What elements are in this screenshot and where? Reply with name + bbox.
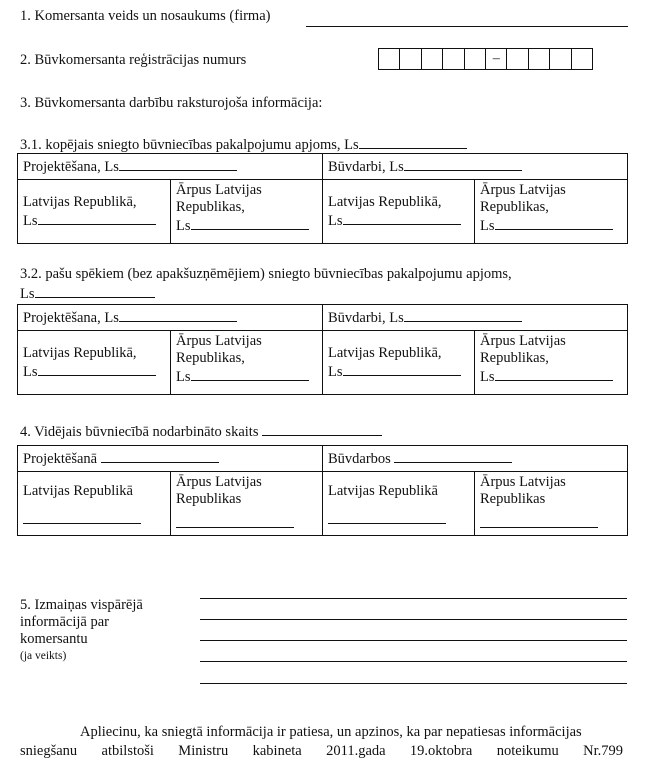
design-own-latvia-cell: Latvijas Republikā, Ls [18,331,171,395]
design-own-abroad-field[interactable] [191,367,309,381]
item31-label-text: 3.1. kopējais sniegto būvniecības pakalpojumu apjoms, Ls [20,137,359,153]
design-emp-abroad-field[interactable] [176,514,294,528]
employees-total-field[interactable] [262,422,382,436]
design-own-total-field[interactable] [119,308,237,322]
company-name-field[interactable] [306,26,628,27]
construction-own-abroad-cell: Ārpus Latvijas Republikas, Ls [475,331,628,395]
construction-header-32: Būvdarbi, Ls [323,305,628,331]
registration-box[interactable]: – [486,49,507,69]
item31-label [20,135,467,154]
registration-number-boxes[interactable] [378,48,593,70]
construction-emp-latvia-field[interactable] [328,510,446,524]
construction-employees-field[interactable] [394,449,512,463]
design-latvia-field[interactable] [38,211,156,225]
design-header-32: Projektēšana, Ls [18,305,323,331]
construction-latvia-field[interactable] [343,211,461,225]
item2-label: 2. Būvkomersanta reģistrācijas numurs [20,52,247,68]
construction-own-latvia-cell: Latvijas Republikā, Ls [323,331,475,395]
construction-emp-latvia-cell: Latvijas Republikā [323,472,475,536]
construction-emp-abroad-cell: Ārpus Latvijas Republikas [475,472,628,536]
changes-line-2[interactable] [200,619,627,620]
construction-total-field[interactable] [404,157,522,171]
construction-employees-header: Būvdarbos [323,446,628,472]
design-abroad-field[interactable] [191,216,309,230]
registration-box[interactable] [550,49,571,69]
design-header: Projektēšana, Ls [18,154,323,180]
item32-label: 3.2. pašu spēkiem (bez apakšuzņēmējiem) sniegto būvniecības pakalpojumu apjoms, [20,266,512,282]
design-own-latvia-field[interactable] [38,362,156,376]
construction-emp-abroad-field[interactable] [480,514,598,528]
construction-header: Būvdarbi, Ls [323,154,628,180]
design-latvia-cell: Latvijas Republikā, Ls [18,180,171,244]
item1-label: 1. Komersanta veids un nosaukums (firma) [20,8,271,24]
item31-table [17,153,628,244]
registration-box[interactable] [572,49,592,69]
registration-box[interactable] [507,49,528,69]
changes-line-5[interactable] [200,683,627,684]
item32-table [17,304,628,395]
design-own-abroad-cell: Ārpus Latvijas Republikas, Ls [171,331,323,395]
item32-label-cont: Ls [20,284,155,303]
design-employees-field[interactable] [101,449,219,463]
construction-latvia-cell: Latvijas Republikā, Ls [323,180,475,244]
item4-table [17,445,628,536]
changes-line-1[interactable] [200,598,627,599]
declaration-line-1: Apliecinu, ka sniegtā informācija ir patiesa, un apzinos, ka par nepatiesas informācijas [80,724,582,740]
item5-label: 5. Izmaiņas vispārējā informācijā par komersantu (ja veikts) [20,597,143,662]
changes-line-4[interactable] [200,661,627,662]
design-employees-header: Projektēšanā [18,446,323,472]
registration-box[interactable] [529,49,550,69]
changes-line-3[interactable] [200,640,627,641]
design-emp-latvia-cell: Latvijas Republikā [18,472,171,536]
declaration-line-2: sniegšanu atbilstoši Ministru kabineta 2011.gada 19.oktobra noteikumu Nr.799 [20,743,623,759]
registration-box[interactable] [443,49,464,69]
construction-own-total-field[interactable] [404,308,522,322]
construction-abroad-field[interactable] [495,216,613,230]
construction-own-latvia-field[interactable] [343,362,461,376]
design-total-field[interactable] [119,157,237,171]
design-emp-abroad-cell: Ārpus Latvijas Republikas [171,472,323,536]
construction-abroad-cell: Ārpus Latvijas Republikas, Ls [475,180,628,244]
total-volume-field[interactable] [359,135,467,149]
design-abroad-cell: Ārpus Latvijas Republikas, Ls [171,180,323,244]
registration-box[interactable] [379,49,400,69]
item3-label: 3. Būvkomersanta darbību raksturojoša informācija: [20,95,323,111]
registration-box[interactable] [400,49,421,69]
design-emp-latvia-field[interactable] [23,510,141,524]
construction-own-abroad-field[interactable] [495,367,613,381]
registration-box[interactable] [465,49,486,69]
item4-label: 4. Vidējais būvniecībā nodarbināto skaits [20,422,382,441]
own-volume-field[interactable] [35,284,155,298]
registration-box[interactable] [422,49,443,69]
